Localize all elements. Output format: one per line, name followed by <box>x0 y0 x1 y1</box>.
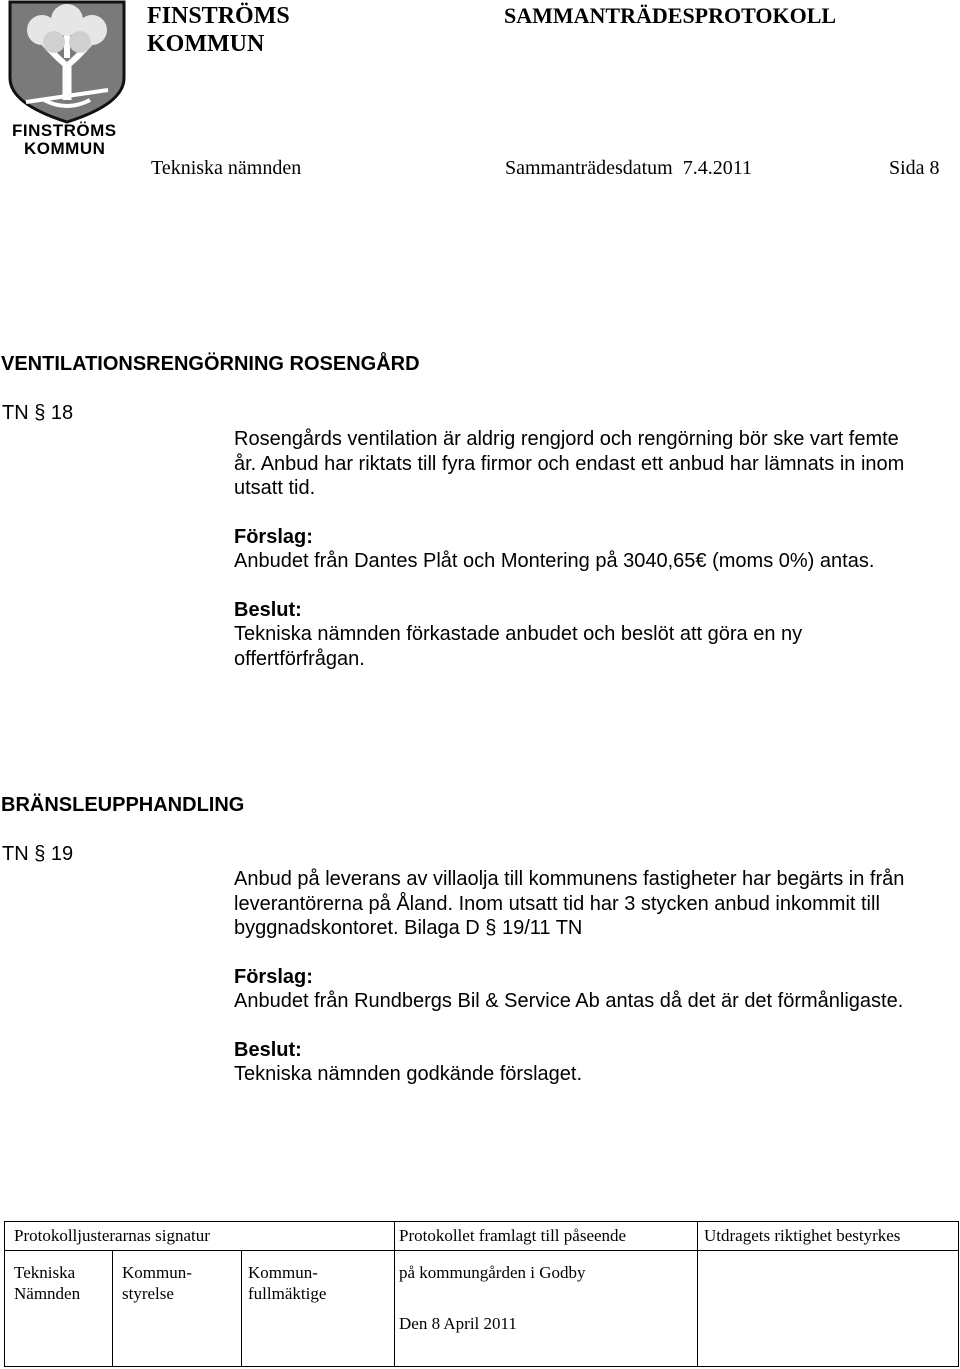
proposal-text: Anbudet från Rundbergs Bil & Service Ab antas då det är det förmånligaste. <box>234 990 904 1012</box>
paragraph-number: TN § 18 <box>2 402 74 424</box>
proposal-label: Förslag: <box>234 525 313 548</box>
section-text: Rosengårds ventilation är aldrig rengjord och rengörning bör ske vart femte år. Anbud har riktats till fyra firmor och endast ett anbud har lämnats in inom utsatt tid. <box>234 428 905 499</box>
section-body <box>234 867 924 1087</box>
decision-text: Tekniska nämnden förkastade anbudet och beslöt att göra en ny offertförfrågan. <box>234 623 803 670</box>
posting-header: Protokollet framlagt till påseende <box>399 1226 627 1245</box>
certification-header: Utdragets riktighet bestyrkes <box>704 1226 901 1245</box>
signature-label-line2: fullmäktige <box>248 1284 327 1303</box>
decision-text: Tekniska nämnden godkände förslaget. <box>234 1063 583 1085</box>
page-number: Sida 8 <box>889 157 940 179</box>
signature-label-line2: styrelse <box>122 1284 174 1303</box>
signature-label-line1: Kommun- <box>122 1263 192 1282</box>
table-divider <box>394 1222 395 1366</box>
signature-table <box>4 1221 959 1367</box>
decision-label: Beslut: <box>234 598 302 621</box>
table-divider <box>5 1250 958 1251</box>
table-divider <box>112 1250 113 1366</box>
signature-label-line1: Kommun- <box>248 1263 318 1282</box>
signature-technical-board <box>14 1262 80 1304</box>
section-title: VENTILATIONSRENGÖRNING ROSENGÅRD <box>1 353 420 375</box>
meeting-date: Sammanträdesdatum 7.4.2011 <box>505 157 752 179</box>
document-type: SAMMANTRÄDESPROTOKOLL <box>504 3 837 28</box>
header-body-name: Tekniska nämnden <box>151 157 302 179</box>
logo-name-line2: KOMMUN <box>24 139 106 158</box>
signature-label-line2: Nämnden <box>14 1284 81 1303</box>
signature-municipal-board <box>122 1262 192 1304</box>
section-text: Anbud på leverans av villaolja till kommunens fastigheter har begärts in från leverantörerna på Åland. Inom utsatt tid har 3 stycken anbud inkommit till byggnadskontoret. Bilaga D § 19/11 TN <box>234 868 905 939</box>
signature-label-line1: Tekniska <box>14 1263 76 1282</box>
section-body <box>234 427 924 671</box>
posting-date: Den 8 April 2011 <box>399 1314 517 1333</box>
municipality-logo <box>4 0 126 162</box>
signature-header: Protokolljusterarnas signatur <box>14 1226 210 1245</box>
section-title: BRÄNSLEUPPHANDLING <box>1 794 245 816</box>
proposal-text: Anbudet från Dantes Plåt och Montering på 3040,65€ (moms 0%) antas. <box>234 550 875 572</box>
table-divider <box>241 1250 242 1366</box>
organization-name-line1: FINSTRÖMS <box>147 3 290 29</box>
proposal-label: Förslag: <box>234 965 313 988</box>
decision-label: Beslut: <box>234 1038 302 1061</box>
paragraph-number: TN § 19 <box>2 843 74 865</box>
logo-name-line1: FINSTRÖMS <box>12 121 117 140</box>
signature-municipal-council <box>248 1262 326 1304</box>
organization-name-line2: KOMMUN <box>147 31 265 57</box>
table-divider <box>697 1222 698 1366</box>
posting-place: på kommungården i Godby <box>399 1263 586 1282</box>
organization-name <box>147 2 290 58</box>
